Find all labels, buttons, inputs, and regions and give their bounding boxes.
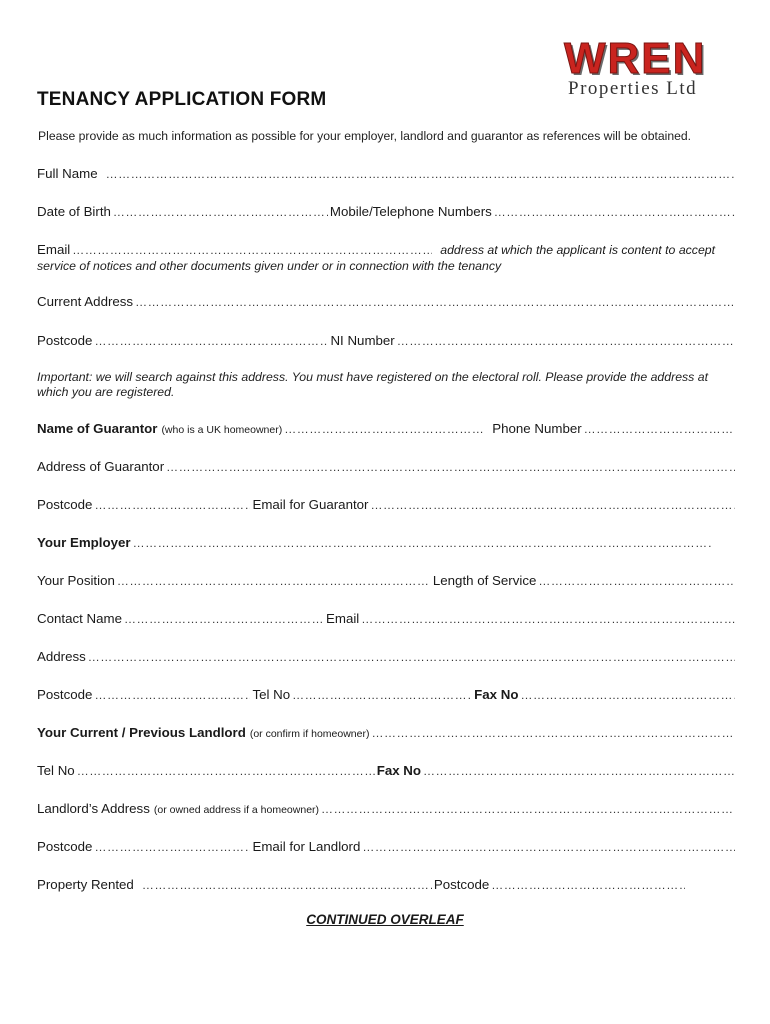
employer-postcode-row xyxy=(37,687,737,707)
guarantor-email-label: Email for Guarantor xyxy=(252,497,369,512)
guarantor-email-field[interactable] xyxy=(370,498,735,512)
fax-no-label: Fax No xyxy=(474,687,519,702)
landlord-fax-field[interactable] xyxy=(423,764,735,778)
contact-name-field[interactable] xyxy=(124,612,324,626)
current-address-row xyxy=(37,294,737,314)
landlord-postcode-row xyxy=(37,839,737,859)
landlord-row xyxy=(37,725,737,745)
guarantor-address-label: Address of Guarantor xyxy=(37,459,165,474)
email-field[interactable] xyxy=(72,243,432,257)
guarantor-name-field[interactable] xyxy=(284,422,484,436)
employer-row xyxy=(37,535,737,555)
mobile-label: Mobile/Telephone Numbers xyxy=(329,204,492,219)
guarantor-name-label: Name of Guarantor xyxy=(37,421,158,436)
guarantor-address-row xyxy=(37,459,737,479)
employer-address-field[interactable] xyxy=(88,650,735,664)
landlord-fax-label: Fax No xyxy=(376,763,422,778)
landlord-address-hint: (or owned address if a homeowner) xyxy=(153,804,320,816)
position-label: Your Position xyxy=(37,573,115,588)
dob-row xyxy=(37,204,737,224)
landlord-label: Your Current / Previous Landlord xyxy=(37,725,246,740)
page-title: TENANCY APPLICATION FORM xyxy=(37,89,327,110)
employer-label: Your Employer xyxy=(37,535,131,550)
phone-number-field[interactable] xyxy=(584,422,735,436)
current-address-label: Current Address xyxy=(37,294,134,309)
contact-email-label: Email xyxy=(326,611,360,626)
postcode-label: Postcode xyxy=(37,333,93,348)
property-rented-field[interactable] xyxy=(142,878,432,892)
tel-no-label: Tel No xyxy=(252,687,291,702)
landlord-address-row xyxy=(37,801,737,821)
intro-text: Please provide as much information as possible for your employer, landlord and guarantor as references will be obtained. xyxy=(38,129,692,143)
property-postcode-label: Postcode xyxy=(433,877,490,892)
important-note: Important: we will search against this address. You must have registered on the electoral roll. Please provide the address at which you are registered. xyxy=(37,370,708,399)
position-row xyxy=(37,573,737,593)
landlord-postcode-field[interactable] xyxy=(94,840,250,854)
employer-address-row xyxy=(37,649,737,669)
postcode-ni-row xyxy=(37,333,737,353)
employer-address-label: Address xyxy=(37,649,86,664)
full-name-field[interactable] xyxy=(106,167,735,181)
landlord-email-field[interactable] xyxy=(362,840,735,854)
property-rented-label: Property Rented xyxy=(37,877,134,892)
email-note: address at which the applicant is content to accept xyxy=(440,243,716,257)
length-service-label: Length of Service xyxy=(432,573,537,588)
ni-number-label: NI Number xyxy=(330,333,395,348)
employer-field[interactable] xyxy=(133,536,713,550)
employer-postcode-field[interactable] xyxy=(94,688,250,702)
landlord-address-label: Landlord’s Address xyxy=(37,801,150,816)
guarantor-postcode-row xyxy=(37,497,737,517)
mobile-field[interactable] xyxy=(494,205,735,219)
ni-number-field[interactable] xyxy=(397,334,735,348)
wren-logo xyxy=(562,34,722,100)
logo-name: WREN xyxy=(564,34,707,83)
contact-name-label: Contact Name xyxy=(37,611,122,626)
postcode-field[interactable] xyxy=(94,334,328,348)
property-rented-row xyxy=(37,877,737,897)
landlord-email-label: Email for Landlord xyxy=(252,839,361,854)
dob-field[interactable] xyxy=(113,205,328,219)
continued-overleaf: CONTINUED OVERLEAF xyxy=(306,912,464,927)
email-note-continued: service of notices and other documents given under or in connection with the tenancy xyxy=(37,259,502,273)
full-name-row xyxy=(37,166,737,186)
length-service-field[interactable] xyxy=(538,574,735,588)
current-address-field[interactable] xyxy=(135,295,735,309)
landlord-tel-field[interactable] xyxy=(77,764,375,778)
position-field[interactable] xyxy=(117,574,431,588)
landlord-address-field[interactable] xyxy=(321,802,735,816)
full-name-label: Full Name xyxy=(37,166,98,181)
fax-no-field[interactable] xyxy=(521,688,736,702)
dob-label: Date of Birth xyxy=(37,204,111,219)
logo-subtitle: Properties Ltd xyxy=(568,78,698,99)
landlord-field[interactable] xyxy=(371,726,735,740)
guarantor-address-field[interactable] xyxy=(166,460,735,474)
phone-number-label: Phone Number xyxy=(492,421,582,436)
guarantor-name-row xyxy=(37,421,737,441)
tel-no-field[interactable] xyxy=(292,688,472,702)
landlord-tel-label: Tel No xyxy=(37,763,75,778)
employer-postcode-label: Postcode xyxy=(37,687,93,702)
landlord-hint: (or confirm if homeowner) xyxy=(249,728,370,740)
contact-email-field[interactable] xyxy=(361,612,735,626)
landlord-postcode-label: Postcode xyxy=(37,839,93,854)
guarantor-postcode-label: Postcode xyxy=(37,497,93,512)
guarantor-hint: (who is a UK homeowner) xyxy=(161,424,283,436)
contact-row xyxy=(37,611,737,631)
landlord-tel-row xyxy=(37,763,737,783)
property-postcode-field[interactable] xyxy=(491,878,685,892)
guarantor-postcode-field[interactable] xyxy=(94,498,250,512)
email-label: Email xyxy=(37,242,71,257)
